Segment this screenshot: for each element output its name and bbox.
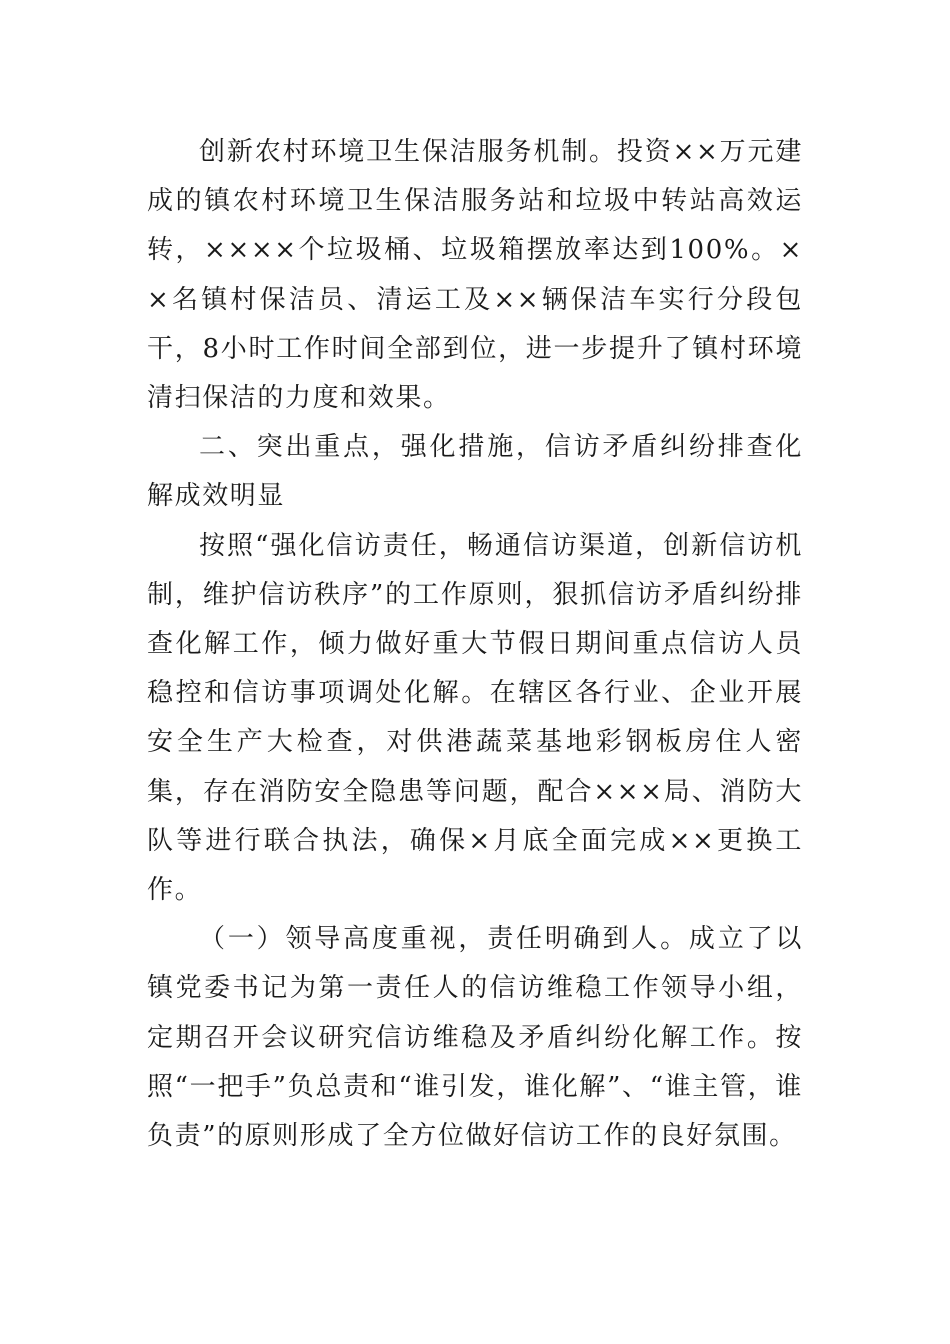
paragraph-sanitation: 创新农村环境卫生保洁服务机制。投资××万元建成的镇农村环境卫生保洁服务站和垃圾中转站高效运转，××××个垃圾桶、垃圾箱摆放率达到100%。××名镇村保洁员、清运工及××辆保洁车实行分段包干，8小时工作时间全部到位，进一步提升了镇村环境清扫保洁的力度和效果。: [147, 137, 803, 414]
paragraph-petition-principles: 按照“强化信访责任，畅通信访渠道，创新信访机制，维护信访秩序”的工作原则，狠抓信访矛盾纠纷排查化解工作，倾力做好重大节假日期间重点信访人员稳控和信访事项调处化解。在辖区各行业、企业开展安全生产大检查，对供港蔬菜基地彩钢板房住人密集，存在消防安全隐患等问题，配合×××局、消防大队等进行联合执法，确保×月底全面完成××更换工作。: [147, 530, 803, 906]
section-heading-petition: 二、突出重点，强化措施，信访矛盾纠纷排查化解成效明显: [147, 432, 803, 512]
paragraph-leadership: （一）领导高度重视，责任明确到人。成立了以镇党委书记为第一责任人的信访维稳工作领导小组，定期召开会议研究信访维稳及矛盾纠纷化解工作。按照“一把手”负总责和“谁引发，谁化解”、“谁主管，谁负责”的原则形成了全方位做好信访工作的良好氛围。: [147, 924, 803, 1152]
document-body: [147, 128, 803, 1161]
